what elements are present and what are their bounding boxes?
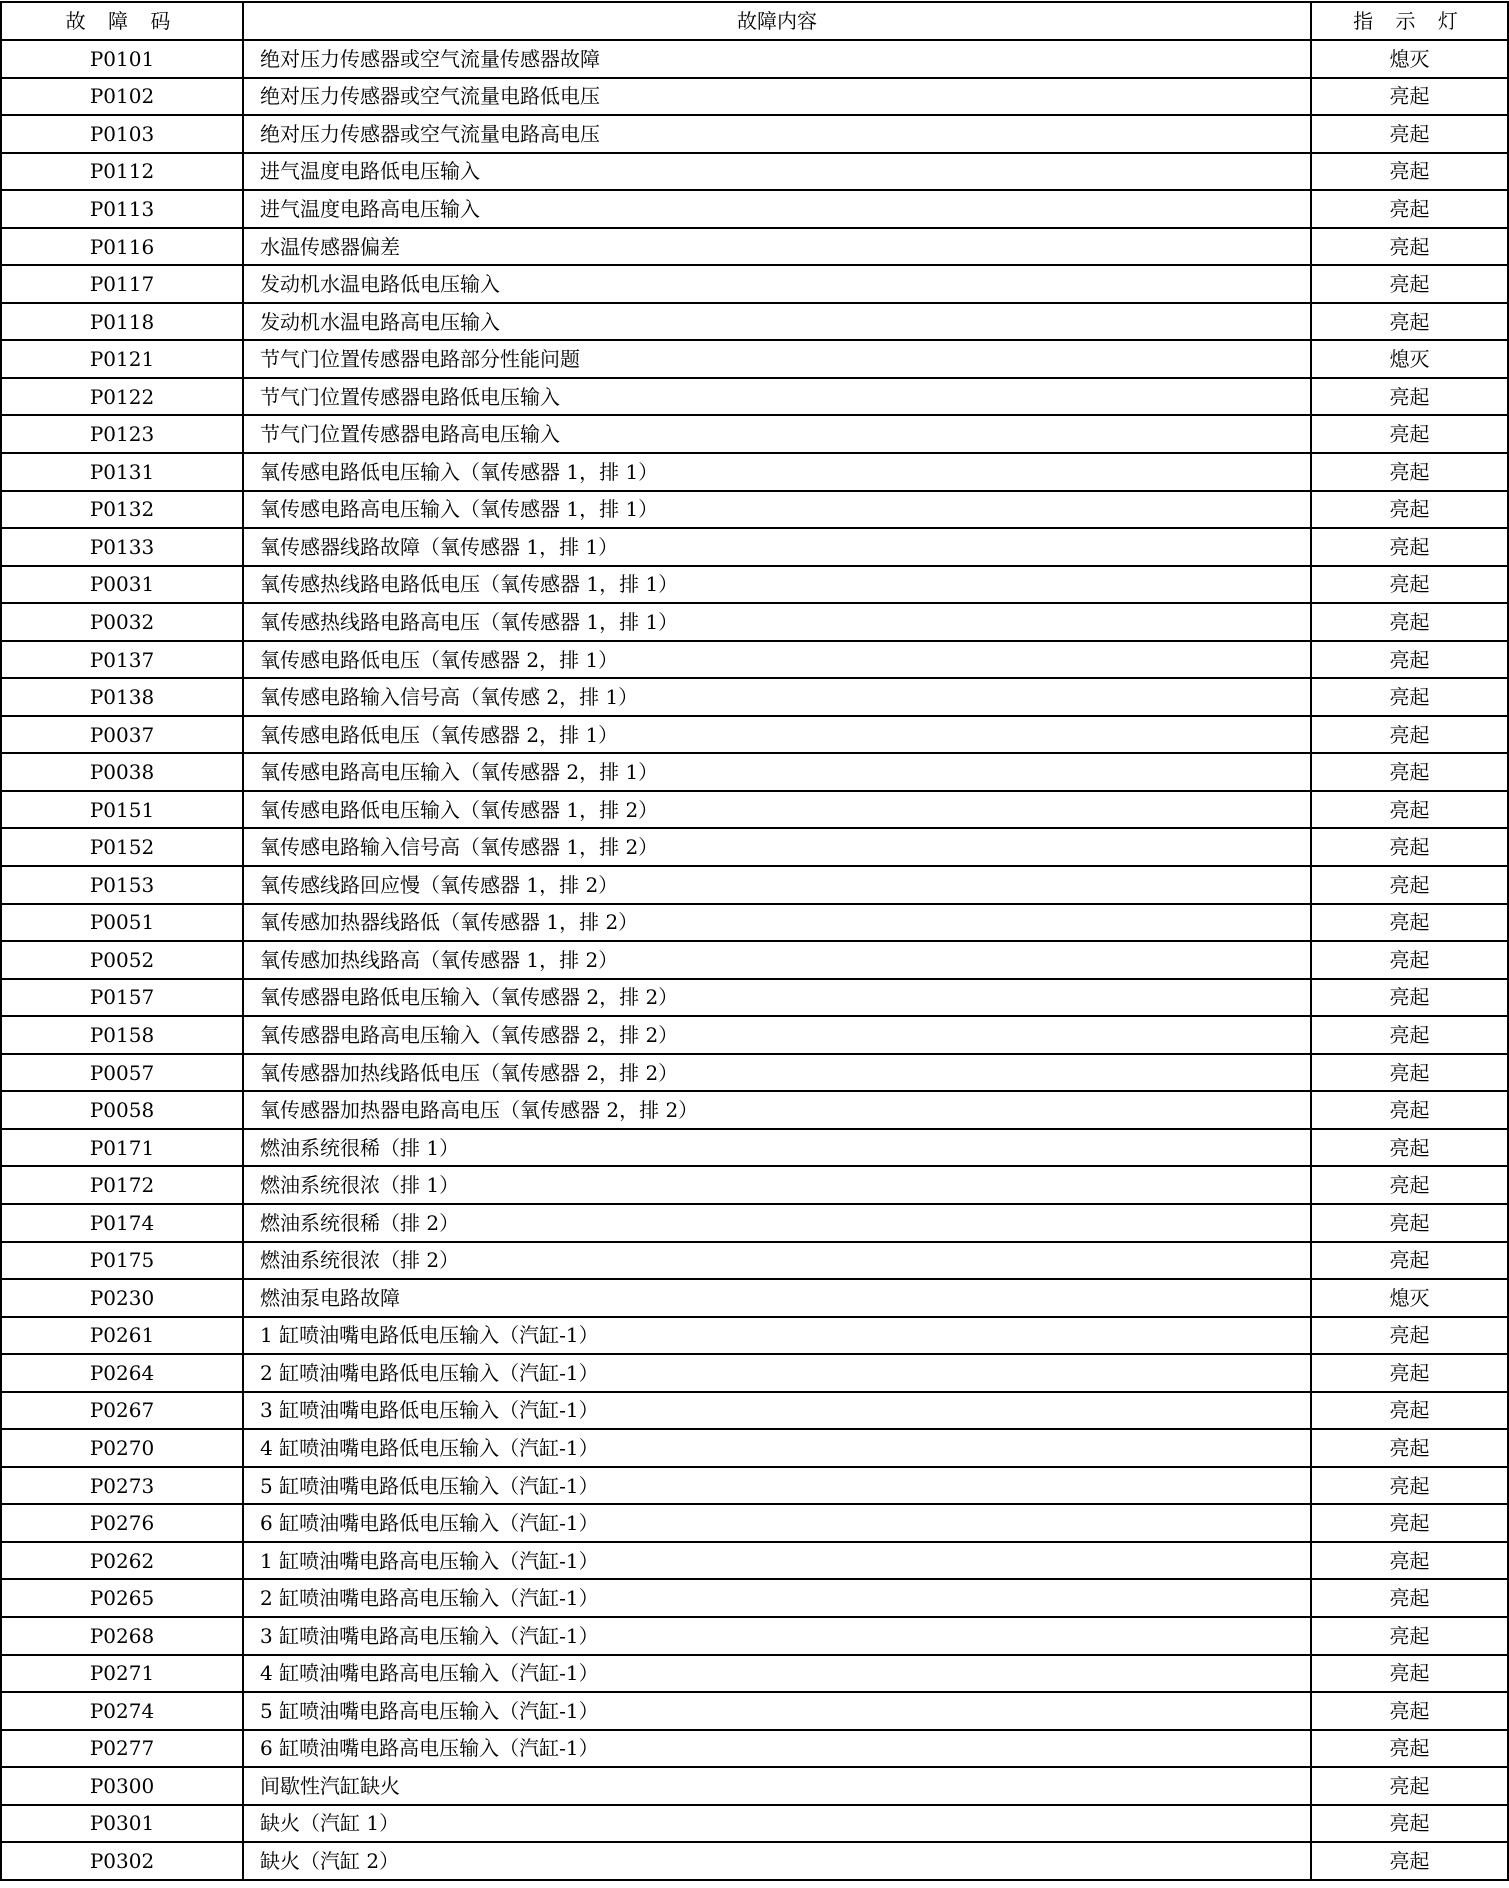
fault-description-cell: 氧传感器加热器电路高电压（氧传感器 2，排 2）	[243, 1091, 1311, 1129]
fault-description-cell: 4 缸喷油嘴电路低电压输入（汽缸-1）	[243, 1429, 1311, 1467]
table-row	[1, 904, 1508, 942]
header-fault-code: 故 障 码	[1, 2, 243, 40]
fault-description-cell: 绝对压力传感器或空气流量电路高电压	[243, 115, 1311, 153]
table-row	[1, 866, 1508, 904]
indicator-lamp-cell: 亮起	[1311, 1429, 1508, 1467]
fault-description-cell: 发动机水温电路低电压输入	[243, 265, 1311, 303]
fault-code-cell: P0157	[1, 979, 243, 1017]
fault-description-cell: 氧传感器电路高电压输入（氧传感器 2，排 2）	[243, 1016, 1311, 1054]
fault-description-cell: 3 缸喷油嘴电路高电压输入（汽缸-1）	[243, 1617, 1311, 1655]
indicator-lamp-cell: 亮起	[1311, 1016, 1508, 1054]
fault-code-cell: P0051	[1, 904, 243, 942]
indicator-lamp-cell: 亮起	[1311, 828, 1508, 866]
fault-code-cell: P0270	[1, 1429, 243, 1467]
fault-description-cell: 氧传感线路回应慢（氧传感器 1，排 2）	[243, 866, 1311, 904]
fault-code-cell: P0118	[1, 303, 243, 341]
indicator-lamp-cell: 亮起	[1311, 528, 1508, 566]
fault-description-cell: 氧传感电路低电压输入（氧传感器 1，排 1）	[243, 453, 1311, 491]
indicator-lamp-cell: 熄灭	[1311, 340, 1508, 378]
fault-code-cell: P0113	[1, 190, 243, 228]
table-row	[1, 979, 1508, 1017]
fault-code-cell: P0031	[1, 566, 243, 604]
indicator-lamp-cell: 亮起	[1311, 1091, 1508, 1129]
indicator-lamp-cell: 亮起	[1311, 1467, 1508, 1505]
indicator-lamp-cell: 亮起	[1311, 1692, 1508, 1730]
table-row	[1, 303, 1508, 341]
indicator-lamp-cell: 亮起	[1311, 1842, 1508, 1880]
fault-code-cell: P0102	[1, 78, 243, 116]
fault-description-cell: 缺火（汽缸 2）	[243, 1842, 1311, 1880]
indicator-lamp-cell: 亮起	[1311, 791, 1508, 829]
fault-code-cell: P0302	[1, 1842, 243, 1880]
fault-description-cell: 氧传感电路高电压输入（氧传感器 2，排 1）	[243, 753, 1311, 791]
indicator-lamp-cell: 亮起	[1311, 303, 1508, 341]
fault-description-cell: 5 缸喷油嘴电路高电压输入（汽缸-1）	[243, 1692, 1311, 1730]
table-row	[1, 340, 1508, 378]
table-row	[1, 1279, 1508, 1317]
table-row	[1, 1054, 1508, 1092]
table-row	[1, 1242, 1508, 1280]
fault-code-cell: P0171	[1, 1129, 243, 1167]
indicator-lamp-cell: 亮起	[1311, 603, 1508, 641]
table-header	[1, 2, 1508, 40]
indicator-lamp-cell: 亮起	[1311, 1655, 1508, 1693]
indicator-lamp-cell: 亮起	[1311, 1579, 1508, 1617]
fault-code-cell: P0058	[1, 1091, 243, 1129]
table-row	[1, 115, 1508, 153]
table-row	[1, 1354, 1508, 1392]
indicator-lamp-cell: 亮起	[1311, 153, 1508, 191]
table-row	[1, 78, 1508, 116]
table-row	[1, 415, 1508, 453]
fault-description-cell: 燃油泵电路故障	[243, 1279, 1311, 1317]
fault-code-cell: P0057	[1, 1054, 243, 1092]
fault-code-cell: P0112	[1, 153, 243, 191]
indicator-lamp-cell: 亮起	[1311, 1204, 1508, 1242]
indicator-lamp-cell: 亮起	[1311, 678, 1508, 716]
fault-description-cell: 节气门位置传感器电路低电压输入	[243, 378, 1311, 416]
indicator-lamp-cell: 亮起	[1311, 1354, 1508, 1392]
indicator-lamp-cell: 亮起	[1311, 1767, 1508, 1805]
table-row	[1, 153, 1508, 191]
fault-description-cell: 进气温度电路高电压输入	[243, 190, 1311, 228]
fault-code-cell: P0277	[1, 1730, 243, 1768]
table-row	[1, 1504, 1508, 1542]
fault-description-cell: 水温传感器偏差	[243, 228, 1311, 266]
fault-code-cell: P0264	[1, 1354, 243, 1392]
fault-description-cell: 2 缸喷油嘴电路低电压输入（汽缸-1）	[243, 1354, 1311, 1392]
table-row	[1, 1166, 1508, 1204]
table-row	[1, 228, 1508, 266]
fault-code-cell: P0261	[1, 1317, 243, 1355]
indicator-lamp-cell: 亮起	[1311, 866, 1508, 904]
indicator-lamp-cell: 亮起	[1311, 904, 1508, 942]
indicator-lamp-cell: 亮起	[1311, 1317, 1508, 1355]
fault-description-cell: 缺火（汽缸 1）	[243, 1805, 1311, 1843]
fault-code-cell: P0138	[1, 678, 243, 716]
table-row	[1, 265, 1508, 303]
fault-description-cell: 燃油系统很浓（排 1）	[243, 1166, 1311, 1204]
table-row	[1, 1317, 1508, 1355]
indicator-lamp-cell: 亮起	[1311, 641, 1508, 679]
fault-code-cell: P0265	[1, 1579, 243, 1617]
table-row	[1, 716, 1508, 754]
indicator-lamp-cell: 亮起	[1311, 78, 1508, 116]
table-row	[1, 1842, 1508, 1880]
fault-description-cell: 氧传感热线路电路高电压（氧传感器 1，排 1）	[243, 603, 1311, 641]
fault-code-cell: P0123	[1, 415, 243, 453]
indicator-lamp-cell: 亮起	[1311, 753, 1508, 791]
indicator-lamp-cell: 亮起	[1311, 1129, 1508, 1167]
fault-description-cell: 2 缸喷油嘴电路高电压输入（汽缸-1）	[243, 1579, 1311, 1617]
fault-description-cell: 间歇性汽缸缺火	[243, 1767, 1311, 1805]
fault-description-cell: 5 缸喷油嘴电路低电压输入（汽缸-1）	[243, 1467, 1311, 1505]
fault-description-cell: 氧传感器电路低电压输入（氧传感器 2，排 2）	[243, 979, 1311, 1017]
fault-description-cell: 氧传感加热线路高（氧传感器 1，排 2）	[243, 941, 1311, 979]
table-row	[1, 1392, 1508, 1430]
table-row	[1, 603, 1508, 641]
fault-code-cell: P0101	[1, 40, 243, 78]
fault-description-cell: 氧传感电路低电压（氧传感器 2，排 1）	[243, 641, 1311, 679]
indicator-lamp-cell: 熄灭	[1311, 1279, 1508, 1317]
table-row	[1, 1429, 1508, 1467]
fault-code-cell: P0103	[1, 115, 243, 153]
fault-description-cell: 绝对压力传感器或空气流量传感器故障	[243, 40, 1311, 78]
table-row	[1, 1579, 1508, 1617]
table-row	[1, 566, 1508, 604]
fault-description-cell: 氧传感电路低电压输入（氧传感器 1，排 2）	[243, 791, 1311, 829]
table-row	[1, 1091, 1508, 1129]
table-row	[1, 378, 1508, 416]
fault-code-cell: P0273	[1, 1467, 243, 1505]
fault-description-cell: 6 缸喷油嘴电路高电压输入（汽缸-1）	[243, 1730, 1311, 1768]
fault-code-cell: P0122	[1, 378, 243, 416]
indicator-lamp-cell: 亮起	[1311, 941, 1508, 979]
fault-code-cell: P0274	[1, 1692, 243, 1730]
indicator-lamp-cell: 亮起	[1311, 415, 1508, 453]
fault-description-cell: 氧传感器加热线路低电压（氧传感器 2，排 2）	[243, 1054, 1311, 1092]
header-row	[1, 2, 1508, 40]
indicator-lamp-cell: 亮起	[1311, 1504, 1508, 1542]
table-row	[1, 1204, 1508, 1242]
indicator-lamp-cell: 亮起	[1311, 1054, 1508, 1092]
fault-code-cell: P0152	[1, 828, 243, 866]
table-row	[1, 1767, 1508, 1805]
table-row	[1, 453, 1508, 491]
table-row	[1, 941, 1508, 979]
table-row	[1, 1730, 1508, 1768]
indicator-lamp-cell: 亮起	[1311, 265, 1508, 303]
table-row	[1, 1129, 1508, 1167]
fault-description-cell: 发动机水温电路高电压输入	[243, 303, 1311, 341]
indicator-lamp-cell: 亮起	[1311, 453, 1508, 491]
fault-description-cell: 氧传感器线路故障（氧传感器 1，排 1）	[243, 528, 1311, 566]
fault-description-cell: 1 缸喷油嘴电路低电压输入（汽缸-1）	[243, 1317, 1311, 1355]
fault-description-cell: 1 缸喷油嘴电路高电压输入（汽缸-1）	[243, 1542, 1311, 1580]
indicator-lamp-cell: 亮起	[1311, 566, 1508, 604]
indicator-lamp-cell: 熄灭	[1311, 40, 1508, 78]
fault-code-cell: P0131	[1, 453, 243, 491]
header-fault-description: 故障内容	[243, 2, 1311, 40]
fault-code-cell: P0132	[1, 491, 243, 529]
table-row	[1, 1542, 1508, 1580]
fault-code-cell: P0300	[1, 1767, 243, 1805]
indicator-lamp-cell: 亮起	[1311, 228, 1508, 266]
table-row	[1, 40, 1508, 78]
indicator-lamp-cell: 亮起	[1311, 190, 1508, 228]
fault-code-cell: P0301	[1, 1805, 243, 1843]
indicator-lamp-cell: 亮起	[1311, 1805, 1508, 1843]
indicator-lamp-cell: 亮起	[1311, 1542, 1508, 1580]
fault-code-cell: P0133	[1, 528, 243, 566]
fault-description-cell: 3 缸喷油嘴电路低电压输入（汽缸-1）	[243, 1392, 1311, 1430]
fault-code-cell: P0175	[1, 1242, 243, 1280]
indicator-lamp-cell: 亮起	[1311, 716, 1508, 754]
fault-code-cell: P0276	[1, 1504, 243, 1542]
table-row	[1, 753, 1508, 791]
fault-description-cell: 燃油系统很浓（排 2）	[243, 1242, 1311, 1280]
fault-description-cell: 节气门位置传感器电路部分性能问题	[243, 340, 1311, 378]
fault-description-cell: 燃油系统很稀（排 1）	[243, 1129, 1311, 1167]
fault-description-cell: 氧传感电路输入信号高（氧传感器 1，排 2）	[243, 828, 1311, 866]
indicator-lamp-cell: 亮起	[1311, 115, 1508, 153]
table-row	[1, 1655, 1508, 1693]
fault-description-cell: 节气门位置传感器电路高电压输入	[243, 415, 1311, 453]
fault-description-cell: 6 缸喷油嘴电路低电压输入（汽缸-1）	[243, 1504, 1311, 1542]
table-row	[1, 190, 1508, 228]
header-indicator-lamp: 指 示 灯	[1311, 2, 1508, 40]
table-row	[1, 1805, 1508, 1843]
fault-code-cell: P0262	[1, 1542, 243, 1580]
fault-description-cell: 燃油系统很稀（排 2）	[243, 1204, 1311, 1242]
fault-code-cell: P0174	[1, 1204, 243, 1242]
fault-code-cell: P0230	[1, 1279, 243, 1317]
fault-code-cell: P0158	[1, 1016, 243, 1054]
table-row	[1, 1467, 1508, 1505]
table-row	[1, 1617, 1508, 1655]
fault-code-cell: P0153	[1, 866, 243, 904]
table-body	[1, 40, 1508, 1880]
fault-description-cell: 氧传感电路高电压输入（氧传感器 1，排 1）	[243, 491, 1311, 529]
fault-code-cell: P0172	[1, 1166, 243, 1204]
fault-code-cell: P0116	[1, 228, 243, 266]
table-row	[1, 791, 1508, 829]
fault-description-cell: 氧传感电路输入信号高（氧传感 2，排 1）	[243, 678, 1311, 716]
fault-description-cell: 氧传感热线路电路低电压（氧传感器 1，排 1）	[243, 566, 1311, 604]
fault-code-cell: P0037	[1, 716, 243, 754]
table-row	[1, 1016, 1508, 1054]
fault-code-cell: P0137	[1, 641, 243, 679]
indicator-lamp-cell: 亮起	[1311, 1392, 1508, 1430]
fault-code-cell: P0121	[1, 340, 243, 378]
fault-code-cell: P0052	[1, 941, 243, 979]
fault-code-cell: P0271	[1, 1655, 243, 1693]
indicator-lamp-cell: 亮起	[1311, 1730, 1508, 1768]
fault-code-cell: P0038	[1, 753, 243, 791]
table-row	[1, 678, 1508, 716]
indicator-lamp-cell: 亮起	[1311, 1166, 1508, 1204]
fault-code-cell: P0267	[1, 1392, 243, 1430]
fault-description-cell: 进气温度电路低电压输入	[243, 153, 1311, 191]
table-row	[1, 828, 1508, 866]
table-row	[1, 1692, 1508, 1730]
indicator-lamp-cell: 亮起	[1311, 979, 1508, 1017]
fault-code-table	[0, 1, 1509, 1881]
indicator-lamp-cell: 亮起	[1311, 378, 1508, 416]
indicator-lamp-cell: 亮起	[1311, 1617, 1508, 1655]
indicator-lamp-cell: 亮起	[1311, 491, 1508, 529]
fault-code-cell: P0268	[1, 1617, 243, 1655]
table-row	[1, 491, 1508, 529]
fault-description-cell: 氧传感加热器线路低（氧传感器 1，排 2）	[243, 904, 1311, 942]
fault-description-cell: 氧传感电路低电压（氧传感器 2，排 1）	[243, 716, 1311, 754]
fault-code-cell: P0117	[1, 265, 243, 303]
fault-description-cell: 4 缸喷油嘴电路高电压输入（汽缸-1）	[243, 1655, 1311, 1693]
fault-description-cell: 绝对压力传感器或空气流量电路低电压	[243, 78, 1311, 116]
fault-code-cell: P0151	[1, 791, 243, 829]
table-row	[1, 641, 1508, 679]
fault-code-cell: P0032	[1, 603, 243, 641]
indicator-lamp-cell: 亮起	[1311, 1242, 1508, 1280]
table-row	[1, 528, 1508, 566]
